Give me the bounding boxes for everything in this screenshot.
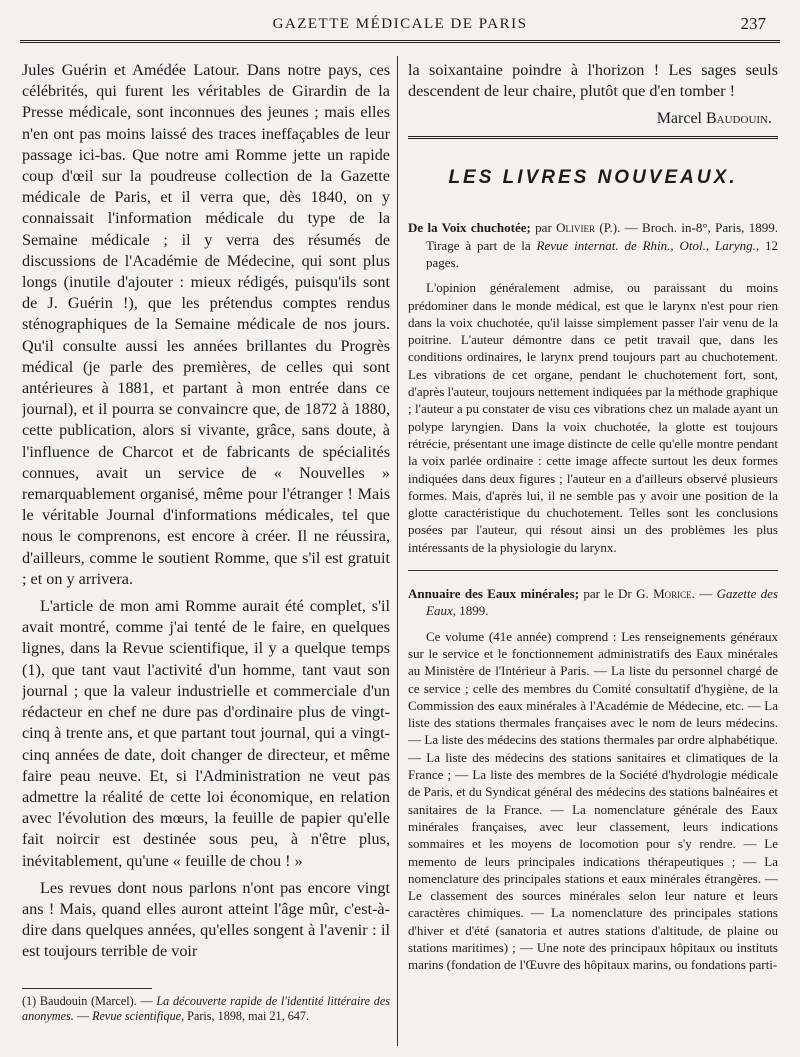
review-reference: [408, 219, 778, 271]
book-author: Olivier (P.).: [556, 220, 621, 236]
paragraph-2: L'article de mon ami Romme aurait été complet, s'il avait montré, comme j'ai tenté de le faire, en quelques lignes, dans la Revue scientifique, il y a quelque temps (1), que tant vaut l'activité d'un homme, tant vaut son journal ; que la valeur industrielle et commerciale d'un rédacteur en chef ne dure pas d'ordinaire plus de vingt-cinq à trente ans, et que partant tout journal, qui a vingt-cinq années de date, doit changer de directeur, et même faire peau neuve. Et, si l'Administration ne veut pas admettre la réalité de cette loi économique, en relation avec l'évolution des mœurs, la feuille de papier qu'elle fait noircir est destinée sous peu, à n'être plus, inévitablement, qu'une « feuille de chou ! »: [22, 597, 390, 870]
footnote: [22, 994, 390, 1023]
journal-title: GAZETTE MÉDICALE DE PARIS: [272, 16, 528, 32]
book-review: [408, 585, 778, 974]
footnote-rule: [22, 988, 152, 989]
paragraph-1: Jules Guérin et Amédée Latour. Dans notre pays, ces célébrités, qui furent les véritables de Girardin de la Presse médicale, sont inconnues des jeunes ; mais elles n'en ont pas moins laissé des traces ineffaçables de leur passage ici-bas. Que notre ami Romme jette un rapide coup d'œil sur la poudreuse collection de la Gazette médicale de Paris, et il verra que, dès 1840, on y connaissait l'information médicale du type de la Semaine médicale ; il y verra des résumés de discussions de l'Académie de Médecine, qui sont plus longs (inutile d'ajouter : mieux rédigés, puisqu'ils sont de J. Guérin !), que les prétendus comptes rendus sténographiques de la Semaine médicale de nos jours. Qu'il consulte aussi les années brillantes du Progrès médical (je parle des premières, de celles qui sont antérieures à 1881, et partant à mon entrée dans ce journal), et il pourra se convaincre que, de 1872 à 1880, cette publication, alors si vivante, grâce, sans doute, à l'influence de Charcot et de fabricants de spécialités connues, avait un service de « Nouvelles » remarquablement organisé, même pour l'étranger ! Mais le véritable Journal d'informations médicales, tel que nous le comprenons, est encore à créer. Il ne réussira, d'ailleurs, comme le soutient Romme, que s'il est gratuit ; et on y arrivera.: [22, 61, 390, 588]
footnote-title: La découverte rapide de l'identité littéraire des anonymes.: [22, 994, 390, 1023]
review-body: Ce volume (41e année) comprend : Les renseignements généraux sur le service et le fonctionnement administratifs des Eaux minérales au Ministère de l'Intérieur à Paris. — La liste du personnel chargé de ce service ; celle des membres du Comité consultatif d'hygiène, de la Commission des eaux minérales à l'Académie de Médecine, etc. — La liste des stations thermales françaises avec le nom de leurs médecins. — La liste des médecins des stations thermales par ordre alphabétique. — La liste des médecins des stations sanitaires et climatiques de la France ; — La liste des membres de la Société d'hydrologie médicale de Paris, et du Syndicat général des médecins des stations balnéaires et sanitaires de la France. — La nomenclature générale des Eaux minérales françaises, avec leur classement, leurs indications sommaires et les moyens de locomotion pour s'y rendre. — Le memento de leurs principales indications thérapeutiques ; — La nomenclature des principales stations et eaux minérales étrangères. — Le classement des sources minérales selon leur nature et leurs caractères chimiques. — La nomenclature des principales stations d'hiver et d'été (sanatoria et autres stations d'altitude, de plaine ou stations maritimes) ; — Une note des principaux hôpitaux ou instituts marins (fondation de l'Œuvre des hôpitaux marins, ou fondations parti-: [408, 628, 778, 973]
ref-details: —: [694, 586, 717, 602]
ref-pages: , 12 pages.: [426, 237, 778, 270]
ref-pages: , 1899.: [452, 603, 489, 619]
review-reference: [408, 585, 778, 620]
section-rule: [408, 136, 778, 139]
ref-details: — Broch. in-8°, Paris, 1899. Tirage à part de la: [426, 220, 778, 253]
signature-last-name: Baudouin.: [706, 110, 772, 128]
author-signature: [408, 110, 772, 128]
ref-journal: Revue internat. de Rhin., Otol., Laryng.: [536, 237, 756, 253]
footnote-prefix: (1) Baudouin (Marcel). —: [22, 994, 157, 1008]
section-title: LES LIVRES NOUVEAUX.: [448, 167, 738, 189]
right-column: [408, 60, 778, 1045]
column-divider: [397, 56, 398, 1046]
article-continuation: la soixantaine poindre à l'horizon ! Les sages seuls descendent de leur chaire, plutôt que d'en tomber !: [408, 61, 778, 101]
book-review: [408, 219, 778, 556]
left-column: [22, 60, 390, 980]
book-title: Annuaire des Eaux minérales;: [408, 586, 579, 602]
book-author: G. Morice.: [636, 586, 695, 602]
ref-journal: Gazette des Eaux: [426, 586, 778, 619]
footnote-journal: Revue scientifique: [92, 1008, 182, 1023]
page-number: 237: [740, 14, 766, 33]
ref-by: par: [530, 220, 557, 236]
footnote-sep: —: [73, 1008, 93, 1023]
review-body: L'opinion généralement admise, ou paraissant du moins prédominer dans le monde médical, est que le larynx n'est pour rien dans la voix chuchotée, qu'il laisse simplement passer l'air venu de la poitrine. L'auteur démontre dans ce petit travail que, dans les conditions ordinaires, le larynx prend toujours part au chuchotement. Les vibrations de cet organe, pendant le chuchotement fort, sont, d'après l'auteur, toujours nettement indiquées par la méthode graphique ; l'auteur a pu constater de visu ces vibrations chez un malade ayant un polype laryngien. Dans la voix chuchotée, la glotte est toujours rétrécie, présentant une image distincte de celle qu'elle montre pendant la voix parlée ordinaire : cette image affecte surtout les deux formes indiquées dans deux figures ; l'auteur en a d'ailleurs observé plusieurs formes. Mais, d'après lui, il ne semble pas y avoir une position de la glotte caractéristique du chuchotement. Telles sont les conclusions posées par l'auteur, qui résout ainsi un des problèmes les plus intéressants de la physiologie du larynx.: [408, 280, 778, 555]
signature-first-name: Marcel: [656, 110, 706, 128]
ref-by: par le Dr: [579, 586, 637, 602]
paragraph-3: Les revues dont nous parlons n'ont pas encore vingt ans ! Mais, quand elles auront atteint l'âge mûr, c'est-à-dire dans quelques années, qu'elles songent à l'avenir : il est toujours terrible de voir: [22, 878, 390, 961]
book-title: De la Voix chuchotée;: [408, 220, 531, 236]
page-header: [20, 10, 780, 43]
footnote-suffix: , Paris, 1898, mai 21, 647.: [181, 1008, 310, 1023]
review-separator: [408, 570, 778, 571]
